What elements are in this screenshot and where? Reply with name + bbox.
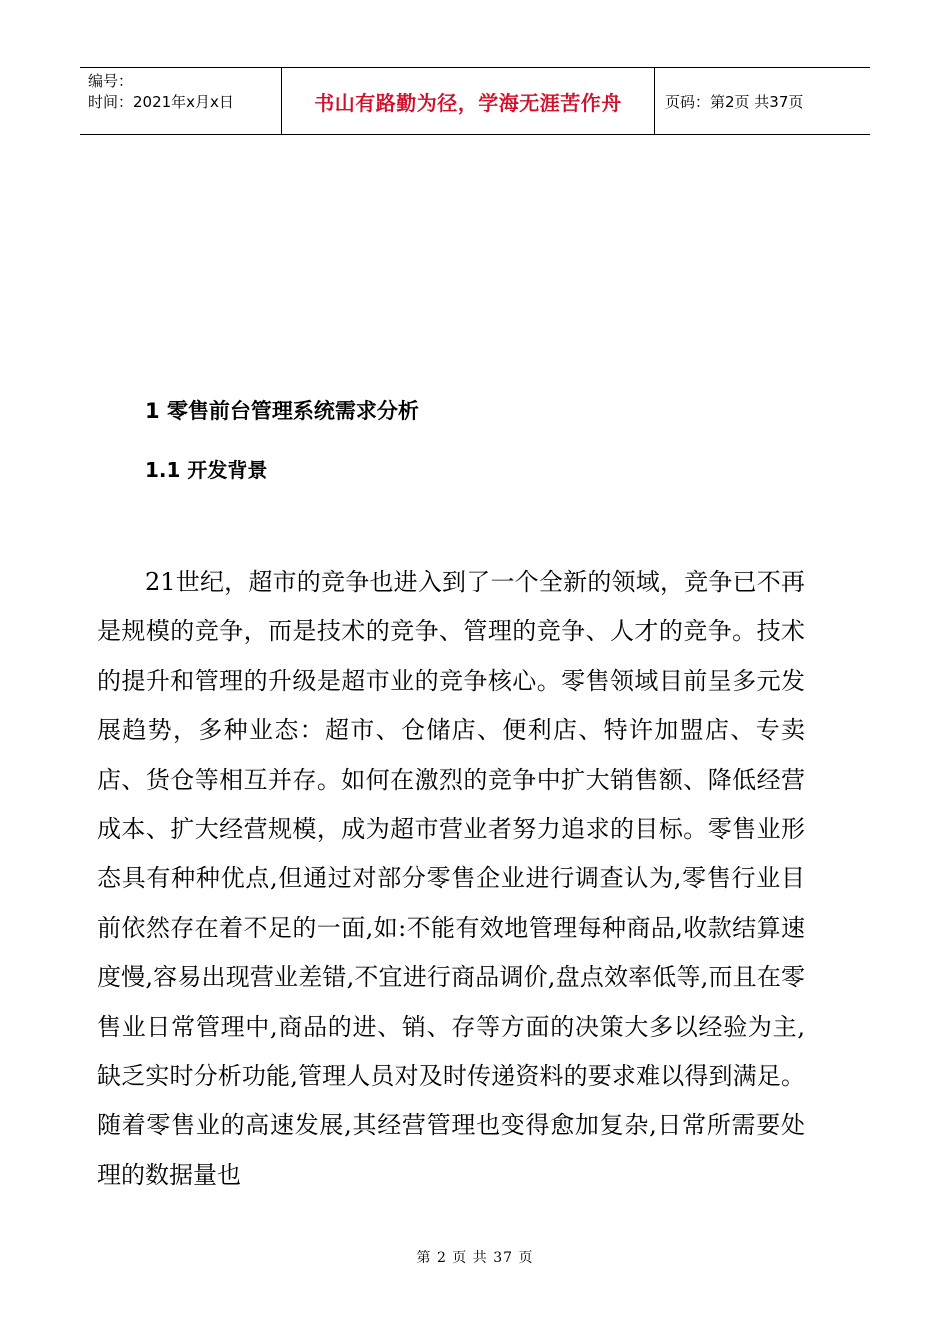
section-heading: 1 零售前台管理系统需求分析 [145, 399, 419, 423]
document-time-label: 时间：2021年x月x日 [88, 93, 234, 111]
document-number-label: 编号： [88, 72, 134, 90]
subsection-heading: 1.1 开发背景 [145, 458, 268, 482]
header-motto: 书山有路勤为径，学海无涯苦作舟 [282, 68, 655, 134]
page-footer: 第 2 页 共 37 页 [416, 1250, 534, 1266]
header-page-info: 页码：第2页 共37页 [665, 92, 804, 111]
body-paragraph: 21世纪，超市的竞争也进入到了一个全新的领域，竞争已不再是规模的竞争，而是技术的竞争、管理的竞争、人才的竞争。技术的提升和管理的升级是超市业的竞争核心。零售领域目前呈多元发展趋势，多种业态：超市、仓储店、便利店、特许加盟店、专卖店、货仓等相互并存。如何在激烈的竞争中扩大销售额、降低经营成本、扩大经营规模，成为超市营业者努力追求的目标。零售业形态具有种种优点,但通过对部分零售企业进行调查认为,零售行业目前依然存在着不足的一面,如:不能有效地管理每种商品,收款结算速度慢,容易出现营业差错,不宜进行商品调价,盘点效率低等,而且在零售业日常管理中,商品的进、销、存等方面的决策大多以经验为主,缺乏实时分析功能,管理人员对及时传递资料的要求难以得到满足。随着零售业的高速发展,其经营管理也变得愈加复杂,日常所需要处理的数据量也 [97, 568, 805, 1189]
page-header [80, 67, 870, 135]
header-meta [80, 68, 282, 134]
